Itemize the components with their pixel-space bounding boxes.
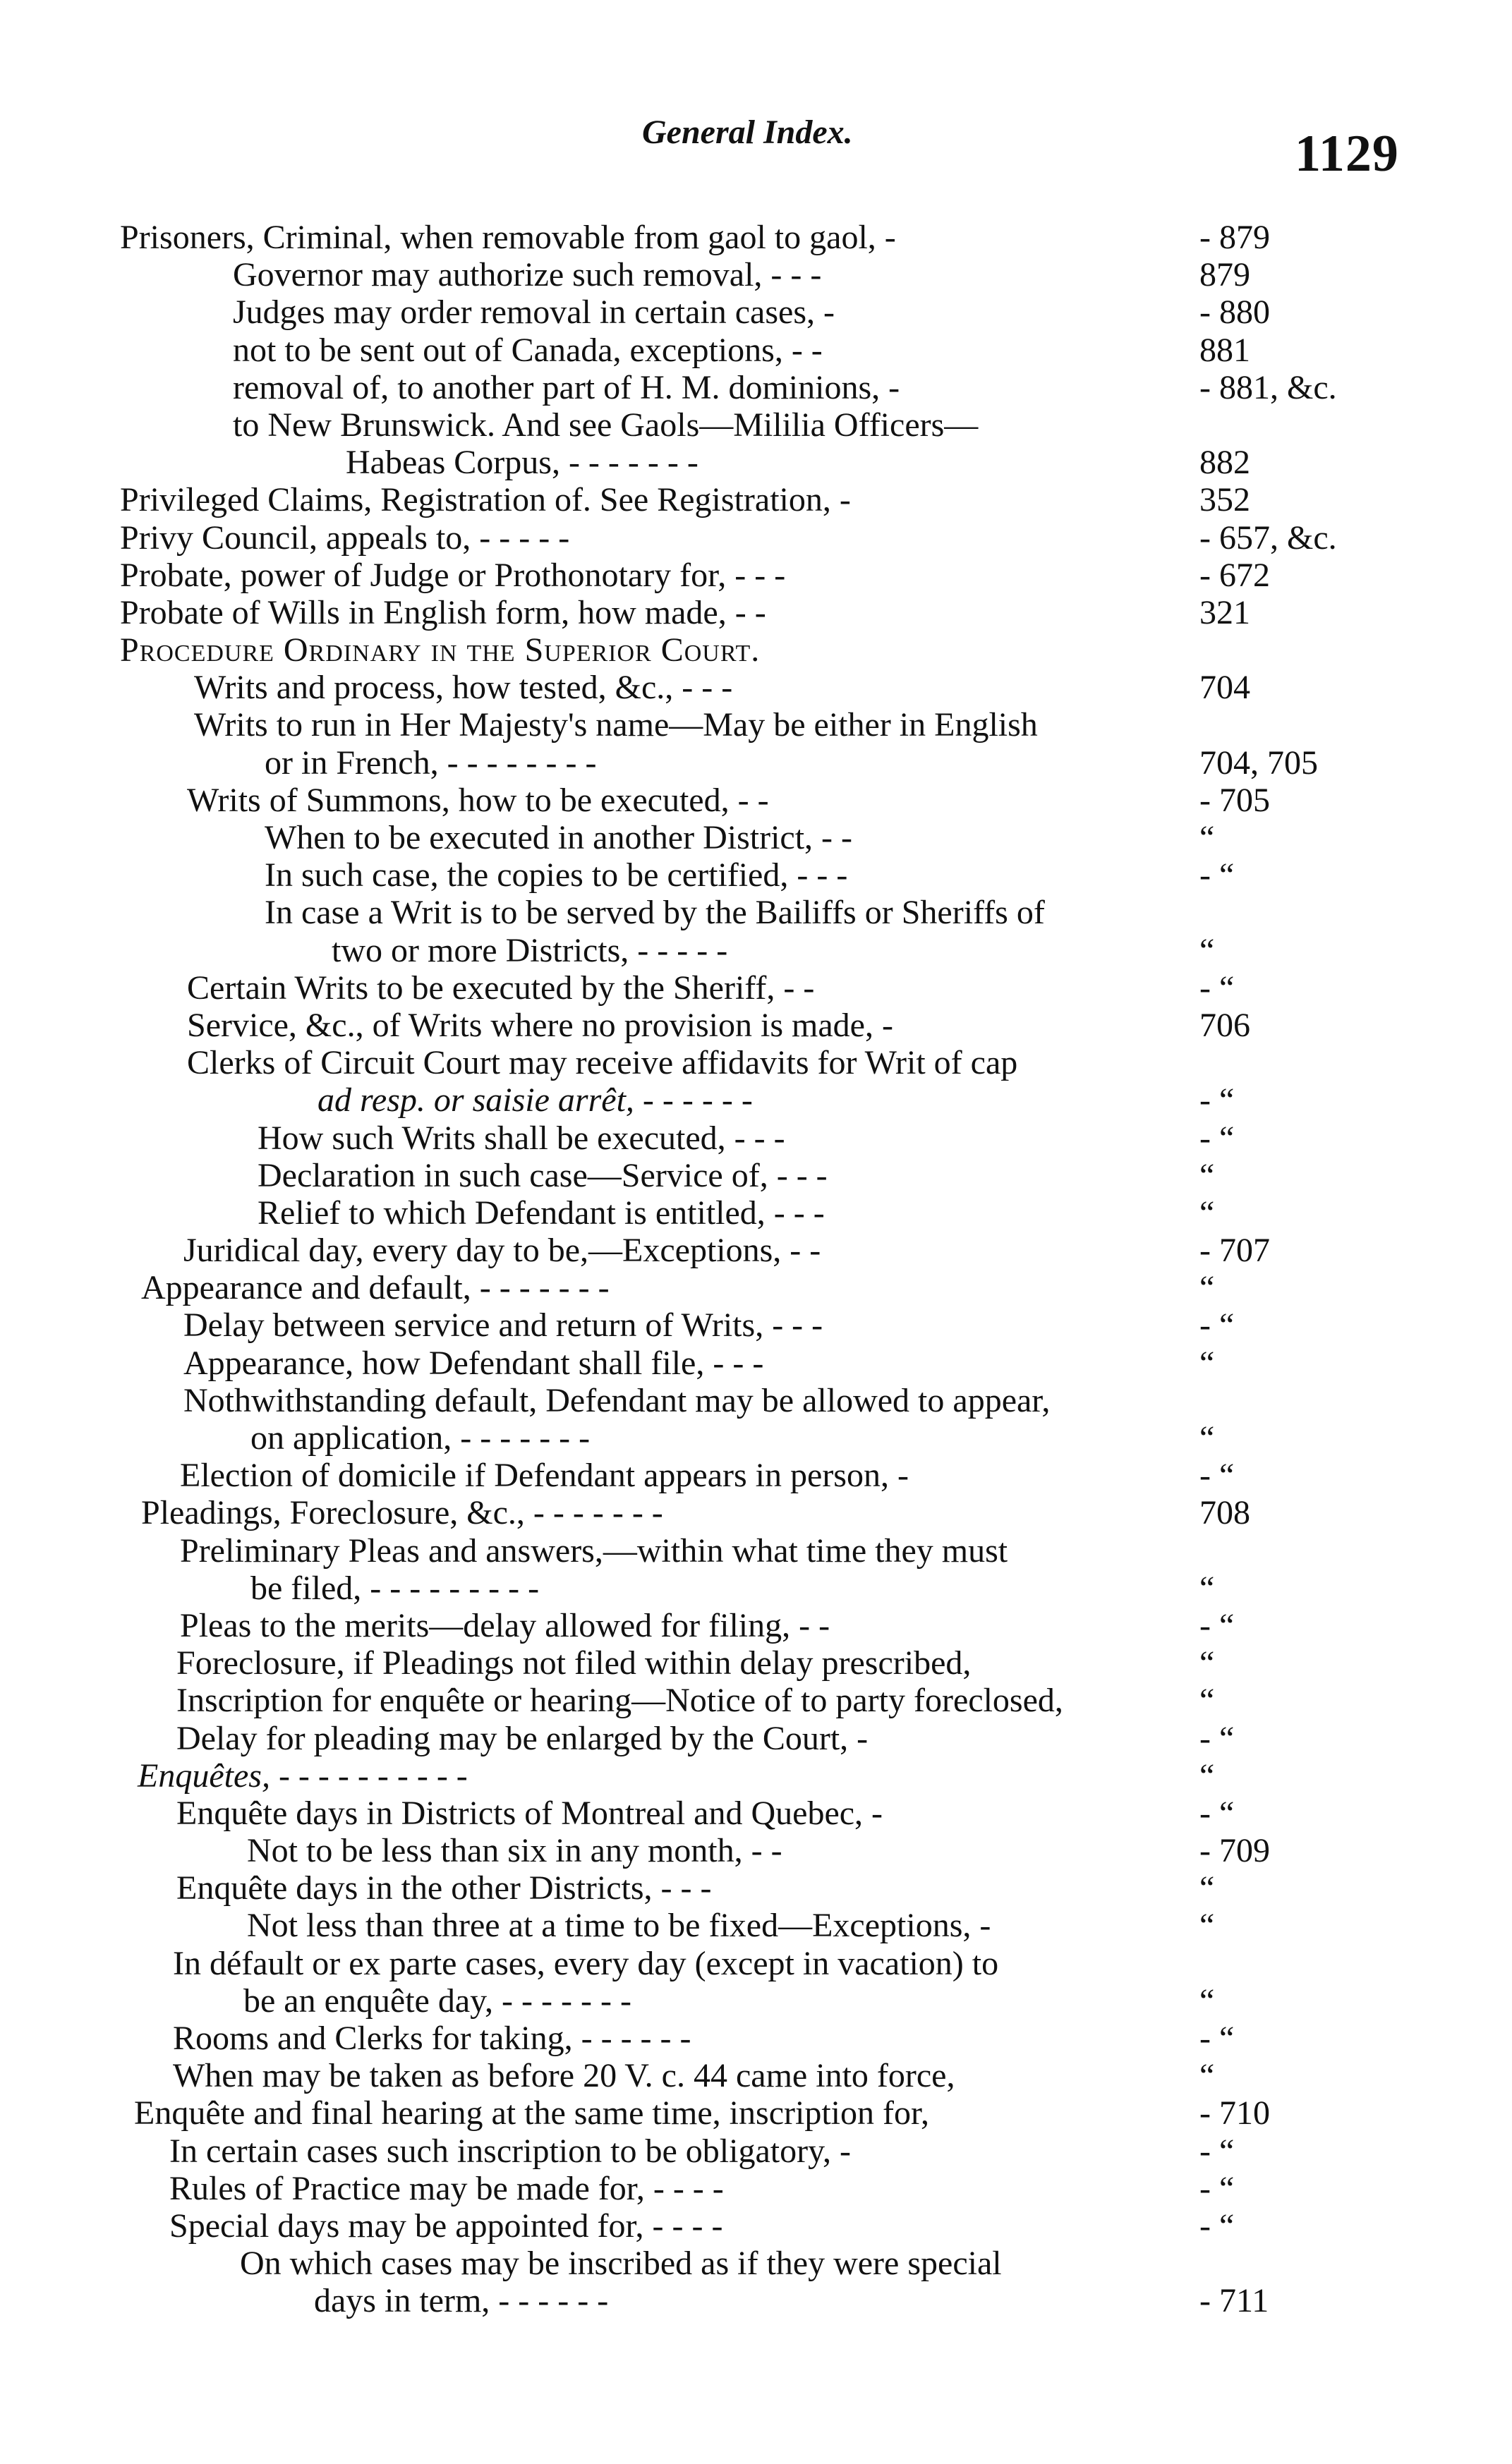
index-line [0,894,1512,931]
index-line [0,1007,1512,1044]
entry-text: Probate, power of Judge or Prothonotary for, - - - [120,556,786,594]
entry-ref: 881 [1199,331,1250,369]
entry-text: When may be taken as before 20 V. c. 44 came into force, [173,2057,955,2095]
entry-ref: - “ [1199,1606,1235,1644]
index-line [0,969,1512,1007]
index-line [0,631,1512,669]
index-line [0,332,1512,369]
index-line [0,1157,1512,1194]
entry-text: Declaration in such case—Service of, - - - [258,1156,828,1194]
entry-text: Inscription for enquête or hearing—Notice of to party foreclosed, [176,1682,1063,1720]
index-line [0,2207,1512,2245]
entry-ref: “ [1199,1569,1215,1607]
index-line [0,1757,1512,1795]
index-line [0,369,1512,406]
page-number: 1129 [1295,125,1399,183]
entry-ref: - 880 [1199,293,1270,332]
entry-ref: “ [1199,1869,1215,1907]
index-line [0,1907,1512,1944]
entry-ref: - 672 [1199,556,1270,594]
index-line [0,1570,1512,1607]
entry-ref: - 707 [1199,1232,1270,1270]
entry-text: be an enquête day, - - - - - - - [243,1981,631,2020]
index-line [0,1345,1512,1382]
section-heading: Procedure Ordinary in the Superior Court. [120,631,761,669]
entry-text: Delay between service and return of Writs, - - - [183,1306,823,1345]
entry-ref: 321 [1199,593,1250,631]
entry-text: Enquête days in the other Districts, - - - [176,1869,712,1907]
entry-text: Certain Writs to be executed by the Sheriff, - - [187,969,815,1007]
entry-ref: 706 [1199,1006,1250,1044]
entry-text: ad resp. or saisie arrêt, - - - - - - [317,1081,753,1119]
entry-text: On which cases may be inscribed as if they were special [240,2245,1002,2283]
entry-ref: “ [1199,1907,1215,1945]
entry-ref: - “ [1199,1794,1235,1832]
entry-text: Relief to which Defendant is entitled, - - - [258,1194,825,1232]
entry-ref: - “ [1199,2207,1235,2245]
index-line [0,1607,1512,1644]
entry-text: Habeas Corpus, - - - - - - - [346,444,698,482]
index-line [0,1194,1512,1232]
entry-text: days in term, - - - - - - [314,2282,609,2320]
entry-ref: 352 [1199,481,1250,519]
index-line [0,406,1512,444]
index-line [0,1682,1512,1719]
entry-text: Election of domicile if Defendant appears in person, - [180,1457,909,1495]
entry-text: Pleadings, Foreclosure, &c., - - - - - - - [141,1494,663,1532]
entry-text: Enquêtes, - - - - - - - - - - [138,1756,468,1795]
entry-text: When to be executed in another District, - - [265,819,853,856]
entry-ref: - “ [1199,1081,1235,1119]
entry-ref: - “ [1199,1306,1235,1345]
entry-text: In case a Writ is to be served by the Bailiffs or Sheriffs of [265,894,1045,932]
index-line [0,782,1512,819]
entry-ref: “ [1199,819,1215,856]
entry-text: Privy Council, appeals to, - - - - - [120,518,570,557]
index-line [0,819,1512,856]
entry-text: Not less than three at a time to be fixed—Exceptions, - [247,1907,991,1945]
entry-text: Judges may order removal in certain cases, - [233,293,835,332]
entry-ref: - 881, &c. [1199,368,1337,406]
entry-text: Enquête and final hearing at the same time, inscription for, [134,2094,930,2132]
entry-text: Writs to run in Her Majesty's name—May be either in English [194,706,1038,744]
index-line [0,1644,1512,1682]
index-line [0,1982,1512,2020]
entry-ref: - 705 [1199,781,1270,819]
entry-text: to New Brunswick. And see Gaols—Mililia Officers— [233,406,979,444]
entry-text: How such Writs shall be executed, - - - [258,1119,785,1157]
entry-ref: “ [1199,1682,1215,1720]
entry-ref: - “ [1199,1719,1235,1757]
index-line [0,1945,1512,1982]
index-line [0,744,1512,782]
entry-text: Prisoners, Criminal, when removable from gaol to gaol, - [120,219,896,256]
entry-text: Clerks of Circuit Court may receive affidavits for Writ of cap [187,1044,1018,1082]
index-entries [0,219,1512,2320]
index-line [0,856,1512,894]
index-line [0,1269,1512,1306]
entry-text: two or more Districts, - - - - - [332,931,728,969]
entry-ref: “ [1199,2057,1215,2095]
entry-text: In such case, the copies to be certified, - - - [265,856,848,894]
index-line [0,1306,1512,1344]
index-line [0,444,1512,481]
index-line [0,519,1512,557]
index-line [0,594,1512,631]
entry-ref: “ [1199,1194,1215,1232]
index-line [0,669,1512,706]
entry-text: on application, - - - - - - - [250,1419,591,1457]
index-line [0,1382,1512,1419]
entry-ref: - “ [1199,2020,1235,2057]
entry-text: Appearance and default, - - - - - - - [141,1269,610,1307]
entry-ref: “ [1199,1419,1215,1457]
entry-ref: “ [1199,1344,1215,1382]
index-line [0,1081,1512,1119]
entry-text: In certain cases such inscription to be obligatory, - [169,2132,851,2170]
entry-text: Not to be less than six in any month, - - [247,1832,782,1870]
entry-ref: - “ [1199,2132,1235,2170]
index-line [0,256,1512,293]
entry-text: Preliminary Pleas and answers,—within what time they must [180,1531,1008,1570]
entry-text: not to be sent out of Canada, exceptions, - - [233,331,823,369]
entry-ref: “ [1199,1644,1215,1682]
entry-text: Special days may be appointed for, - - - - [169,2207,723,2245]
entry-text: Service, &c., of Writs where no provision is made, - [187,1006,893,1044]
entry-text: Foreclosure, if Pleadings not filed within delay prescribed, [176,1644,972,1682]
index-line [0,1720,1512,1757]
entry-ref: - 879 [1199,219,1270,256]
entry-text: be filed, - - - - - - - - - [250,1569,540,1607]
entry-text: removal of, to another part of H. M. dominions, - [233,368,900,406]
index-line [0,219,1512,256]
entry-text: Nothwithstanding default, Defendant may be allowed to appear, [183,1381,1051,1419]
entry-ref: - 657, &c. [1199,518,1337,557]
index-line [0,2132,1512,2170]
entry-text: Rooms and Clerks for taking, - - - - - - [173,2020,691,2057]
index-line [0,2170,1512,2207]
entry-text: Writs of Summons, how to be executed, - - [187,781,769,819]
entry-ref: 708 [1199,1494,1250,1532]
index-line [0,2282,1512,2319]
entry-ref: - “ [1199,856,1235,894]
index-line [0,1832,1512,1869]
entry-ref: 704, 705 [1199,744,1318,782]
entry-ref: “ [1199,1981,1215,2020]
entry-ref: - 711 [1199,2282,1269,2320]
entry-ref: “ [1199,1756,1215,1795]
entry-ref: - 710 [1199,2094,1270,2132]
entry-ref: “ [1199,1156,1215,1194]
entry-text: Enquête days in Districts of Montreal and Quebec, - [176,1794,883,1832]
index-line [0,293,1512,331]
entry-text: Appearance, how Defendant shall file, - - - [183,1344,764,1382]
entry-ref: 882 [1199,444,1250,482]
index-line [0,1232,1512,1269]
entry-text: In défault or ex parte cases, every day (except in vacation) to [173,1944,999,1982]
entry-text: Rules of Practice may be made for, - - - - [169,2169,724,2207]
entry-ref: 704 [1199,669,1250,707]
entry-ref: 879 [1199,256,1250,294]
index-line [0,557,1512,594]
entry-ref: - “ [1199,1119,1235,1157]
page-header-title: General Index. [642,114,853,151]
entry-ref: - “ [1199,1457,1235,1495]
entry-text: Delay for pleading may be enlarged by the Court, - [176,1719,869,1757]
index-line [0,1795,1512,1832]
entry-text: Pleas to the merits—delay allowed for filing, - - [180,1606,830,1644]
index-line [0,1119,1512,1157]
index-line [0,1869,1512,1907]
entry-text: Governor may authorize such removal, - - - [233,256,822,294]
entry-text: Writs and process, how tested, &c., - - - [194,669,733,707]
entry-text: or in French, - - - - - - - - [265,744,597,782]
entry-ref: “ [1199,931,1215,969]
entry-ref: - 709 [1199,1832,1270,1870]
index-line [0,2245,1512,2282]
index-line [0,2057,1512,2094]
index-line [0,1044,1512,1081]
entry-text: Probate of Wills in English form, how made, - - [120,593,766,631]
index-line [0,1494,1512,1531]
entry-ref: “ [1199,1269,1215,1307]
entry-ref: - “ [1199,969,1235,1007]
index-line [0,1457,1512,1494]
entry-text: Juridical day, every day to be,—Exceptions, - - [183,1232,821,1270]
index-line [0,932,1512,969]
index-line [0,1419,1512,1457]
index-line [0,2020,1512,2057]
index-line [0,706,1512,744]
index-line [0,1532,1512,1570]
index-line [0,2094,1512,2132]
entry-text: Privileged Claims, Registration of. See Registration, - [120,481,851,519]
entry-ref: - “ [1199,2169,1235,2207]
index-line [0,481,1512,518]
